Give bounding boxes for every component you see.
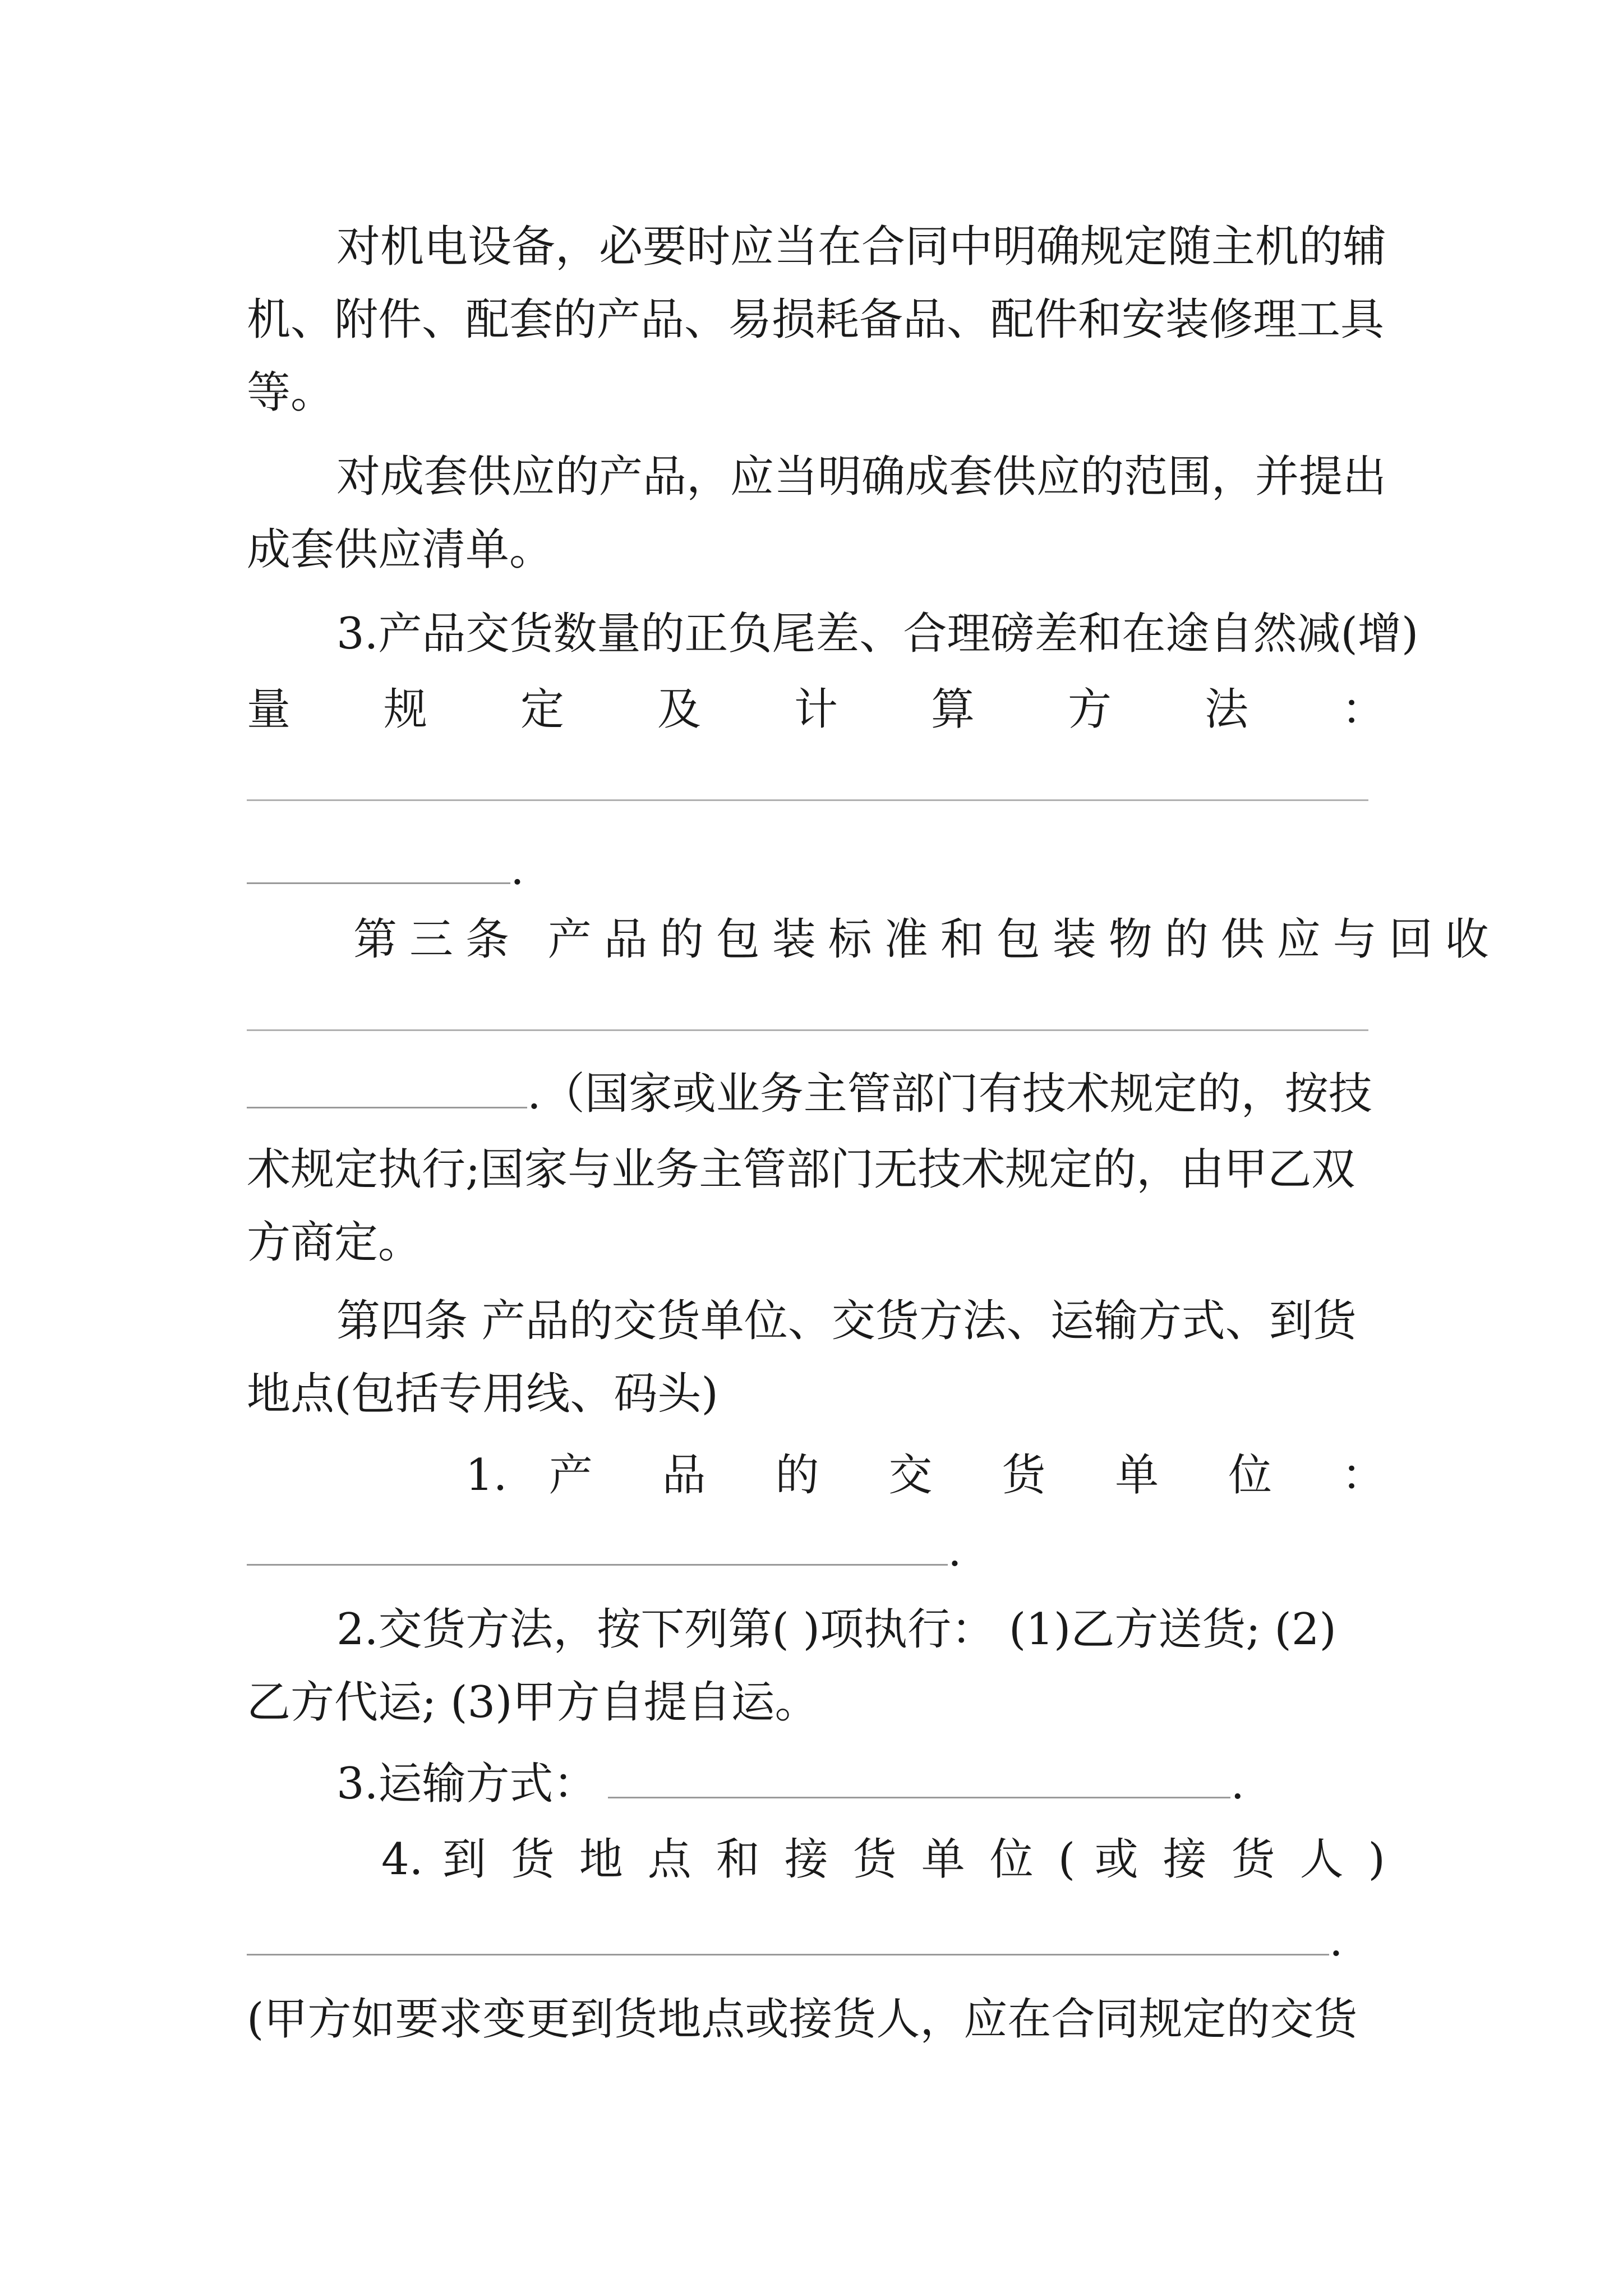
- section-heading: 第四条 产品的交货单位、交货方法、运输方式、到货: [336, 1296, 1357, 1346]
- paragraph-line: 方商定。: [247, 1217, 422, 1268]
- blank-fill-row: [247, 1756, 1385, 1812]
- field-label: 3.运输方式：: [336, 1759, 597, 1809]
- paragraph-line: 2.交货方法，按下列第( )项执行： (1)乙方送货; (2): [336, 1604, 1336, 1655]
- paragraph-line-spaced: 4. 到 货 地 点 和 接 货 单 位 ( 或 接 货 人 ): [381, 1834, 1385, 1885]
- paragraph-line: 成套供应清单。: [247, 524, 554, 575]
- paragraph-line: 等。: [247, 367, 335, 418]
- blank-fill-line: [247, 1913, 1329, 1955]
- period: .: [1230, 1759, 1245, 1809]
- blank-fill-line: [247, 1029, 1368, 1031]
- paragraph-line: 3.产品交货数量的正负尾差、合理磅差和在途自然减(增): [336, 609, 1419, 659]
- blank-fill-row: [247, 1523, 1385, 1579]
- section-heading: [247, 912, 1501, 968]
- paragraph-line: (甲方如要求变更到货地点或接货人，应在合同规定的交货: [247, 1994, 1358, 2045]
- blank-fill-row: [247, 1066, 1385, 1122]
- section-heading-text: 第三条 产品的包装标准和包装物的供应与回收: [353, 914, 1501, 965]
- paragraph-line: 对成套供应的产品，应当明确成套供应的范围，并提出: [336, 452, 1387, 502]
- blank-fill-line: [608, 1756, 1230, 1798]
- period: .: [510, 844, 524, 895]
- paragraph-line: 机、附件、配套的产品、易损耗备品、配件和安装修理工具: [247, 295, 1385, 345]
- blank-fill-row: [247, 1913, 1385, 1969]
- paragraph-line: 对机电设备，必要时应当在合同中明确规定随主机的辅: [336, 222, 1387, 272]
- blank-fill-line: [247, 799, 1368, 801]
- blank-fill-line: [247, 842, 510, 884]
- paragraph-line: 乙方代运; (3)甲方自提自运。: [247, 1677, 819, 1728]
- paragraph-line: 术规定执行;国家与业务主管部门无技术规定的，由甲乙双: [247, 1144, 1355, 1195]
- paragraph-line: 地点(包括专用线、码头): [247, 1369, 718, 1419]
- period: .: [1329, 1916, 1343, 1966]
- paragraph-line-spaced: 1. 产 品 的 交 货 单 位 ：: [465, 1450, 1385, 1501]
- blank-fill-line: [247, 1524, 948, 1566]
- blank-fill-row: [247, 841, 1385, 898]
- paragraph-line-spaced: 量 规 定 及 计 算 方 法 ：: [247, 684, 1385, 735]
- period: .: [948, 1526, 962, 1576]
- blank-fill-line: [247, 1066, 527, 1108]
- paragraph-text: .（国家或业务主管部门有技术规定的，按技: [527, 1069, 1372, 1119]
